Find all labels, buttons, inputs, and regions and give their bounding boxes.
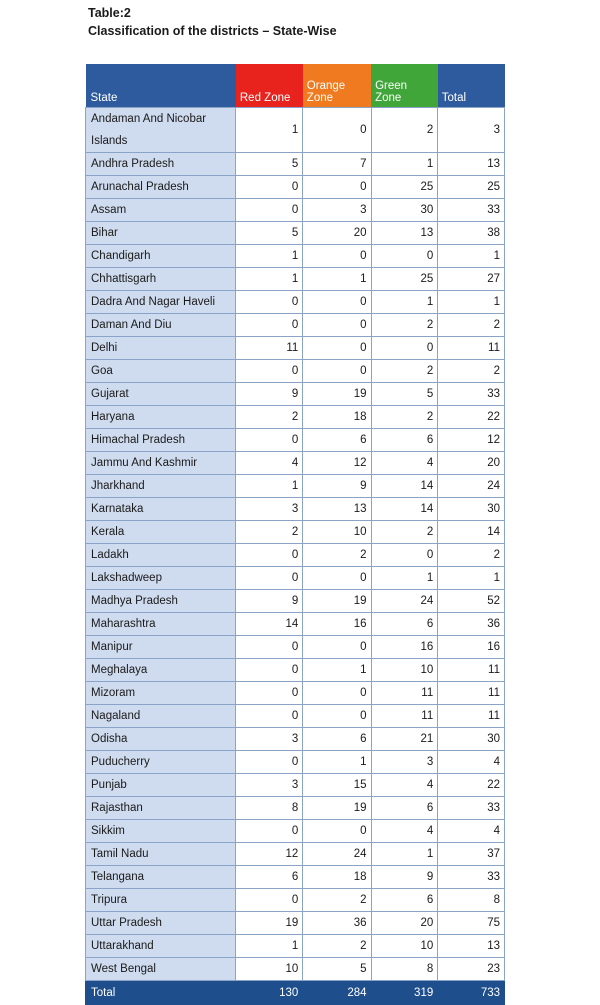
- cell-total: 33: [438, 797, 505, 820]
- cell-orange-zone: 0: [303, 360, 371, 383]
- cell-green-zone: 11: [371, 682, 438, 705]
- cell-orange-zone: 6: [303, 429, 371, 452]
- table-caption: [88, 4, 337, 40]
- table-row: [86, 245, 505, 268]
- cell-red-zone: 11: [236, 337, 303, 360]
- cell-orange-zone: 0: [303, 705, 371, 728]
- cell-green-zone: 1: [371, 843, 438, 866]
- cell-orange-zone: 7: [303, 153, 371, 176]
- cell-orange-zone: 1: [303, 751, 371, 774]
- header-green-zone: Green Zone: [371, 64, 438, 108]
- cell-orange-zone: 2: [303, 544, 371, 567]
- header-orange-zone: Orange Zone: [303, 64, 371, 108]
- cell-red-zone: 0: [236, 682, 303, 705]
- cell-red-zone: 0: [236, 291, 303, 314]
- cell-red-zone: 0: [236, 567, 303, 590]
- cell-green-zone: 6: [371, 613, 438, 636]
- total-orange: 284: [303, 981, 371, 1005]
- cell-orange-zone: 0: [303, 314, 371, 337]
- cell-red-zone: 19: [236, 912, 303, 935]
- cell-red-zone: 4: [236, 452, 303, 475]
- cell-green-zone: 2: [371, 314, 438, 337]
- table-row: [86, 912, 505, 935]
- cell-orange-zone: 15: [303, 774, 371, 797]
- cell-total: 11: [438, 705, 505, 728]
- cell-green-zone: 1: [371, 291, 438, 314]
- table-row: [86, 958, 505, 981]
- cell-total: 33: [438, 383, 505, 406]
- table-row: [86, 222, 505, 245]
- total-red: 130: [236, 981, 303, 1005]
- cell-state: Maharashtra: [86, 613, 236, 636]
- cell-state: Lakshadweep: [86, 567, 236, 590]
- cell-state: Himachal Pradesh: [86, 429, 236, 452]
- table-row: [86, 544, 505, 567]
- cell-red-zone: 0: [236, 751, 303, 774]
- cell-orange-zone: 2: [303, 935, 371, 958]
- cell-total: 75: [438, 912, 505, 935]
- cell-total: 22: [438, 406, 505, 429]
- cell-green-zone: 6: [371, 429, 438, 452]
- cell-green-zone: 4: [371, 774, 438, 797]
- cell-red-zone: 3: [236, 774, 303, 797]
- table-row: [86, 406, 505, 429]
- cell-orange-zone: 19: [303, 590, 371, 613]
- table-row: [86, 613, 505, 636]
- table-row: [86, 199, 505, 222]
- cell-orange-zone: 0: [303, 245, 371, 268]
- table-row: [86, 360, 505, 383]
- table-row: [86, 751, 505, 774]
- cell-state: Meghalaya: [86, 659, 236, 682]
- table-row: [86, 452, 505, 475]
- header-red-zone: Red Zone: [236, 64, 303, 108]
- district-classification-table: [85, 64, 505, 1005]
- cell-red-zone: 1: [236, 108, 303, 153]
- cell-red-zone: 5: [236, 222, 303, 245]
- cell-red-zone: 0: [236, 705, 303, 728]
- cell-orange-zone: 0: [303, 567, 371, 590]
- table-row: [86, 108, 505, 153]
- cell-total: 2: [438, 544, 505, 567]
- cell-orange-zone: 0: [303, 176, 371, 199]
- cell-green-zone: 1: [371, 153, 438, 176]
- cell-total: 2: [438, 360, 505, 383]
- cell-red-zone: 0: [236, 820, 303, 843]
- cell-green-zone: 9: [371, 866, 438, 889]
- cell-orange-zone: 36: [303, 912, 371, 935]
- cell-state: Arunachal Pradesh: [86, 176, 236, 199]
- cell-red-zone: 1: [236, 268, 303, 291]
- cell-total: 11: [438, 682, 505, 705]
- cell-green-zone: 14: [371, 475, 438, 498]
- cell-green-zone: 6: [371, 889, 438, 912]
- cell-total: 13: [438, 935, 505, 958]
- cell-orange-zone: 18: [303, 866, 371, 889]
- cell-red-zone: 12: [236, 843, 303, 866]
- cell-total: 36: [438, 613, 505, 636]
- cell-total: 25: [438, 176, 505, 199]
- table-row: [86, 314, 505, 337]
- cell-green-zone: 0: [371, 544, 438, 567]
- cell-green-zone: 20: [371, 912, 438, 935]
- cell-orange-zone: 0: [303, 108, 371, 153]
- cell-red-zone: 2: [236, 521, 303, 544]
- cell-green-zone: 3: [371, 751, 438, 774]
- table-row: [86, 935, 505, 958]
- cell-orange-zone: 13: [303, 498, 371, 521]
- cell-red-zone: 1: [236, 935, 303, 958]
- cell-total: 11: [438, 659, 505, 682]
- table-row: [86, 475, 505, 498]
- total-green: 319: [371, 981, 438, 1005]
- cell-red-zone: 1: [236, 475, 303, 498]
- cell-red-zone: 0: [236, 314, 303, 337]
- cell-total: 30: [438, 728, 505, 751]
- cell-green-zone: 13: [371, 222, 438, 245]
- cell-green-zone: 4: [371, 452, 438, 475]
- table-row: [86, 498, 505, 521]
- cell-red-zone: 0: [236, 199, 303, 222]
- cell-total: 1: [438, 245, 505, 268]
- cell-green-zone: 24: [371, 590, 438, 613]
- cell-state: Daman And Diu: [86, 314, 236, 337]
- table-row: [86, 728, 505, 751]
- cell-state: Telangana: [86, 866, 236, 889]
- cell-total: 14: [438, 521, 505, 544]
- cell-green-zone: 0: [371, 245, 438, 268]
- cell-total: 8: [438, 889, 505, 912]
- table-row: [86, 843, 505, 866]
- table-row: [86, 291, 505, 314]
- table-row: [86, 820, 505, 843]
- cell-state: Jammu And Kashmir: [86, 452, 236, 475]
- table-row: [86, 153, 505, 176]
- cell-orange-zone: 20: [303, 222, 371, 245]
- cell-total: 4: [438, 751, 505, 774]
- cell-green-zone: 2: [371, 521, 438, 544]
- cell-green-zone: 2: [371, 360, 438, 383]
- cell-orange-zone: 12: [303, 452, 371, 475]
- table-row: [86, 889, 505, 912]
- cell-orange-zone: 18: [303, 406, 371, 429]
- cell-state: Delhi: [86, 337, 236, 360]
- cell-total: 27: [438, 268, 505, 291]
- table-row: [86, 590, 505, 613]
- cell-orange-zone: 5: [303, 958, 371, 981]
- cell-state: Uttar Pradesh: [86, 912, 236, 935]
- cell-red-zone: 0: [236, 636, 303, 659]
- cell-total: 16: [438, 636, 505, 659]
- cell-green-zone: 2: [371, 406, 438, 429]
- header-state: State: [86, 64, 236, 108]
- cell-total: 2: [438, 314, 505, 337]
- cell-state: Chandigarh: [86, 245, 236, 268]
- cell-green-zone: 21: [371, 728, 438, 751]
- header-row: [86, 64, 505, 108]
- cell-state: Goa: [86, 360, 236, 383]
- cell-green-zone: 4: [371, 820, 438, 843]
- cell-state: Dadra And Nagar Haveli: [86, 291, 236, 314]
- cell-total: 12: [438, 429, 505, 452]
- cell-red-zone: 0: [236, 360, 303, 383]
- cell-total: 22: [438, 774, 505, 797]
- cell-total: 37: [438, 843, 505, 866]
- cell-orange-zone: 10: [303, 521, 371, 544]
- cell-state: Gujarat: [86, 383, 236, 406]
- cell-green-zone: 14: [371, 498, 438, 521]
- cell-red-zone: 14: [236, 613, 303, 636]
- cell-state: Bihar: [86, 222, 236, 245]
- cell-state: Chhattisgarh: [86, 268, 236, 291]
- cell-green-zone: 10: [371, 935, 438, 958]
- cell-state: Tripura: [86, 889, 236, 912]
- table-row: [86, 659, 505, 682]
- cell-orange-zone: 0: [303, 337, 371, 360]
- table-row: [86, 797, 505, 820]
- table-title: Classification of the districts – State-Wise: [88, 24, 337, 38]
- cell-state: Tamil Nadu: [86, 843, 236, 866]
- cell-total: 33: [438, 866, 505, 889]
- total-label: Total: [86, 981, 236, 1005]
- cell-green-zone: 16: [371, 636, 438, 659]
- cell-total: 1: [438, 567, 505, 590]
- cell-orange-zone: 0: [303, 291, 371, 314]
- cell-total: 13: [438, 153, 505, 176]
- table-row: [86, 866, 505, 889]
- cell-green-zone: 11: [371, 705, 438, 728]
- cell-total: 3: [438, 108, 505, 153]
- cell-state: Madhya Pradesh: [86, 590, 236, 613]
- cell-total: 23: [438, 958, 505, 981]
- cell-orange-zone: 3: [303, 199, 371, 222]
- cell-green-zone: 25: [371, 268, 438, 291]
- cell-state: Andhra Pradesh: [86, 153, 236, 176]
- cell-green-zone: 2: [371, 108, 438, 153]
- cell-state: Nagaland: [86, 705, 236, 728]
- table-row: [86, 521, 505, 544]
- cell-green-zone: 10: [371, 659, 438, 682]
- cell-red-zone: 9: [236, 383, 303, 406]
- cell-green-zone: 8: [371, 958, 438, 981]
- table-row: [86, 429, 505, 452]
- cell-red-zone: 0: [236, 544, 303, 567]
- cell-orange-zone: 1: [303, 268, 371, 291]
- cell-state: West Bengal: [86, 958, 236, 981]
- table-number: Table:2: [88, 6, 131, 20]
- cell-green-zone: 0: [371, 337, 438, 360]
- header-total: Total: [438, 64, 505, 108]
- cell-state: Kerala: [86, 521, 236, 544]
- cell-orange-zone: 1: [303, 659, 371, 682]
- cell-red-zone: 9: [236, 590, 303, 613]
- cell-orange-zone: 0: [303, 820, 371, 843]
- cell-red-zone: 3: [236, 728, 303, 751]
- cell-state: Ladakh: [86, 544, 236, 567]
- table-row: [86, 705, 505, 728]
- cell-red-zone: 0: [236, 659, 303, 682]
- cell-state: Andaman And Nicobar Islands: [86, 108, 236, 153]
- cell-orange-zone: 2: [303, 889, 371, 912]
- total-row: [86, 981, 505, 1005]
- cell-state: Jharkhand: [86, 475, 236, 498]
- cell-green-zone: 25: [371, 176, 438, 199]
- table-row: [86, 682, 505, 705]
- cell-total: 20: [438, 452, 505, 475]
- cell-green-zone: 6: [371, 797, 438, 820]
- cell-red-zone: 0: [236, 429, 303, 452]
- cell-red-zone: 8: [236, 797, 303, 820]
- cell-red-zone: 5: [236, 153, 303, 176]
- cell-orange-zone: 19: [303, 797, 371, 820]
- cell-red-zone: 2: [236, 406, 303, 429]
- cell-red-zone: 10: [236, 958, 303, 981]
- cell-total: 52: [438, 590, 505, 613]
- cell-state: Mizoram: [86, 682, 236, 705]
- cell-orange-zone: 9: [303, 475, 371, 498]
- table-row: [86, 774, 505, 797]
- table-row: [86, 636, 505, 659]
- cell-orange-zone: 0: [303, 636, 371, 659]
- total-total: 733: [438, 981, 505, 1005]
- cell-green-zone: 30: [371, 199, 438, 222]
- cell-total: 30: [438, 498, 505, 521]
- cell-total: 1: [438, 291, 505, 314]
- cell-total: 4: [438, 820, 505, 843]
- cell-state: Punjab: [86, 774, 236, 797]
- cell-state: Assam: [86, 199, 236, 222]
- cell-state: Uttarakhand: [86, 935, 236, 958]
- cell-orange-zone: 16: [303, 613, 371, 636]
- table-row: [86, 567, 505, 590]
- cell-red-zone: 0: [236, 889, 303, 912]
- table-row: [86, 268, 505, 291]
- cell-total: 11: [438, 337, 505, 360]
- cell-red-zone: 3: [236, 498, 303, 521]
- cell-orange-zone: 0: [303, 682, 371, 705]
- cell-state: Karnataka: [86, 498, 236, 521]
- table-row: [86, 337, 505, 360]
- cell-state: Haryana: [86, 406, 236, 429]
- cell-state: Odisha: [86, 728, 236, 751]
- cell-state: Rajasthan: [86, 797, 236, 820]
- cell-red-zone: 1: [236, 245, 303, 268]
- table-row: [86, 383, 505, 406]
- table-row: [86, 176, 505, 199]
- cell-total: 24: [438, 475, 505, 498]
- cell-total: 38: [438, 222, 505, 245]
- cell-green-zone: 5: [371, 383, 438, 406]
- cell-state: Manipur: [86, 636, 236, 659]
- cell-red-zone: 6: [236, 866, 303, 889]
- cell-green-zone: 1: [371, 567, 438, 590]
- cell-orange-zone: 24: [303, 843, 371, 866]
- cell-state: Sikkim: [86, 820, 236, 843]
- cell-state: Puducherry: [86, 751, 236, 774]
- cell-total: 33: [438, 199, 505, 222]
- cell-orange-zone: 19: [303, 383, 371, 406]
- cell-red-zone: 0: [236, 176, 303, 199]
- cell-orange-zone: 6: [303, 728, 371, 751]
